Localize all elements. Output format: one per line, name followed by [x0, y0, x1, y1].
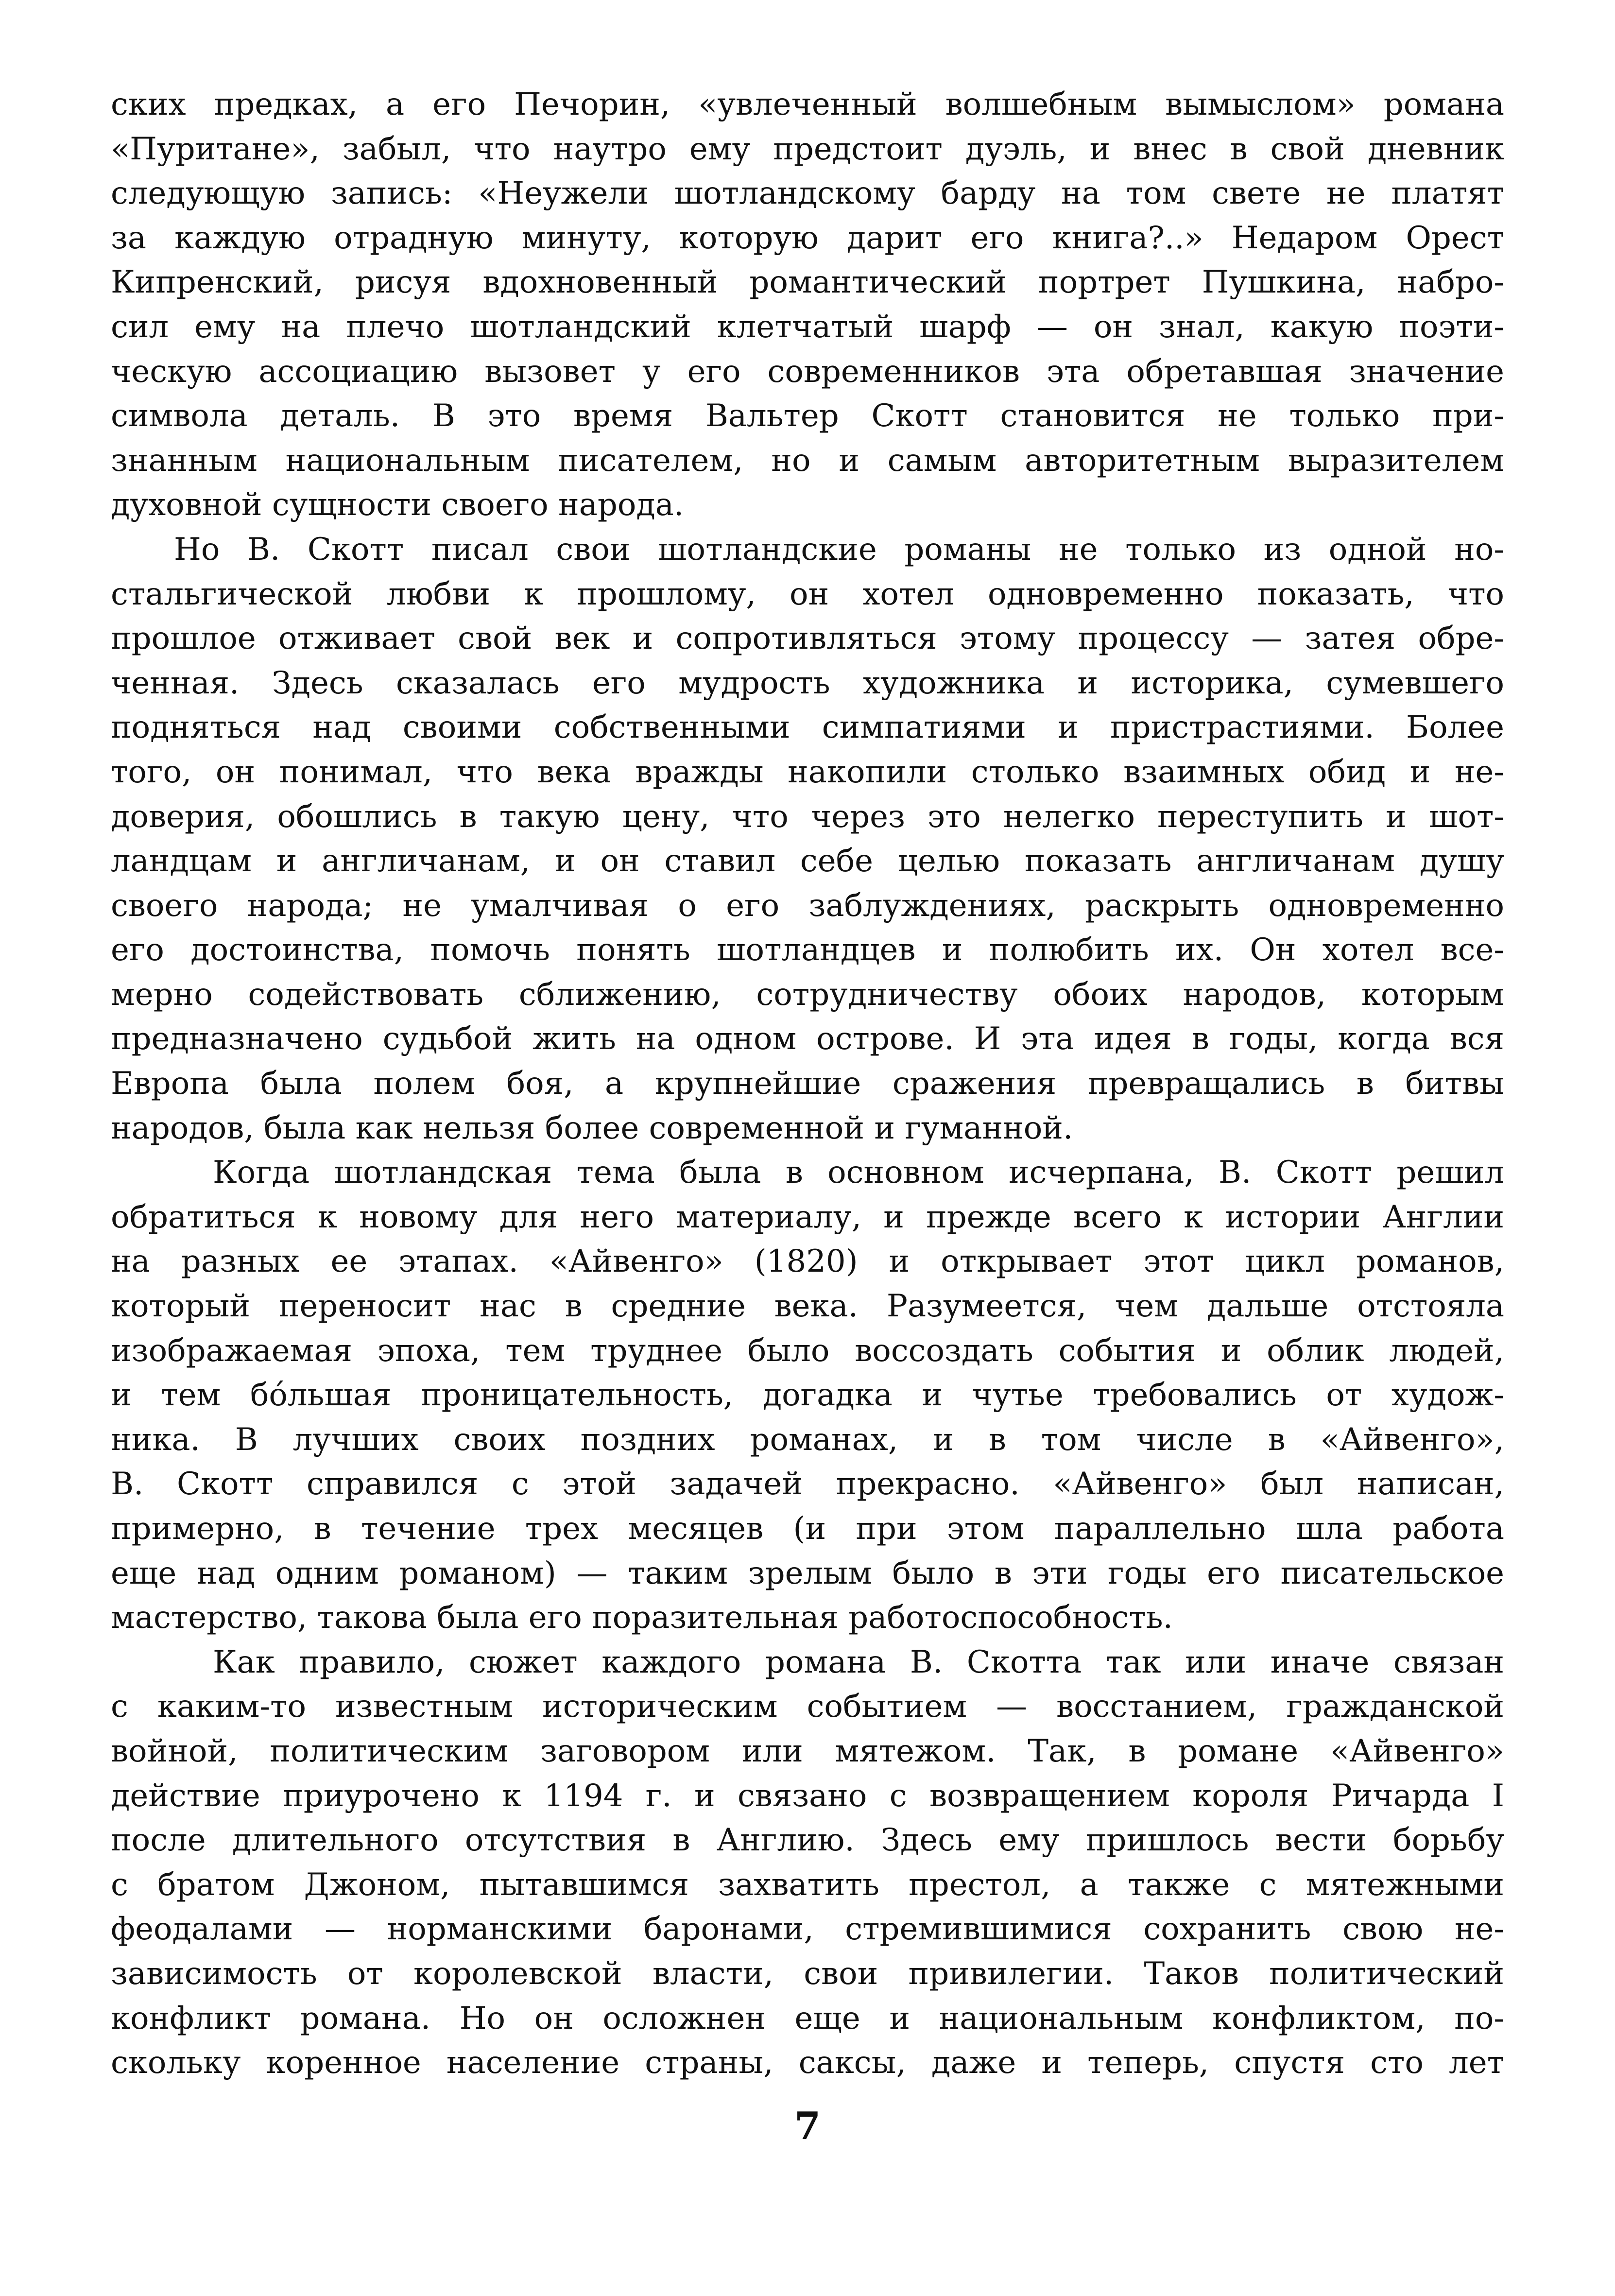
paragraph-2 [111, 528, 1504, 1151]
text-line: В. Скотт справился с этой задачей прекрасно. «Айвенго» был написан, [111, 1466, 1504, 1502]
paragraph-1 [111, 83, 1504, 528]
text-line: следующую запись: «Неужели шотландскому барду на том свете не платят [111, 175, 1504, 212]
text-line: ческую ассоциацию вызовет у его современников эта обретавшая значение [111, 353, 1504, 390]
text-line: своего народа; не умалчивая о его заблуждениях, раскрыть одновременно [111, 887, 1504, 924]
text-line: обратиться к новому для него материалу, и прежде всего к истории Англии [111, 1199, 1504, 1235]
text-line: того, он понимал, что века вражды накопили столько взаимных обид и не- [111, 754, 1504, 790]
text-line: за каждую отрадную минуту, которую дарит его книга?..» Недаром Орест [111, 220, 1504, 256]
text-line: с братом Джоном, пытавшимся захватить престол, а также с мятежными [111, 1866, 1504, 1903]
text-line: стальгической любви к прошлому, он хотел одновременно показать, что [111, 576, 1504, 612]
body-text [111, 83, 1504, 2086]
text-line: сил ему на плечо шотландский клетчатый шарф — он знал, какую поэти- [111, 309, 1504, 345]
text-line: знанным национальным писателем, но и самым авторитетным выразителем [111, 442, 1504, 479]
text-line: на разных ее этапах. «Айвенго» (1820) и открывает этот цикл романов, [111, 1243, 1504, 1280]
text-line: ских предках, а его Печорин, «увлеченный волшебным вымыслом» романа [111, 86, 1504, 122]
text-line: с каким-то известным историческим событием — восстанием, гражданской [111, 1689, 1504, 1725]
text-line: его достоинства, помочь понять шотландцев и полюбить их. Он хотел все- [111, 932, 1504, 968]
text-line: конфликт романа. Но он осложнен еще и национальным конфликтом, по- [111, 2000, 1504, 2037]
text-line: скольку коренное население страны, саксы, даже и теперь, спустя сто лет [111, 2045, 1504, 2081]
text-line: действие приурочено к 1194 г. и связано с возвращением короля Ричарда I [111, 1778, 1504, 1814]
text-line: Когда шотландская тема была в основном исчерпана, В. Скотт решил [213, 1155, 1504, 1191]
text-line: Как правило, сюжет каждого романа В. Скотта так или иначе связан [213, 1644, 1504, 1680]
text-line: духовной сущности своего народа. [111, 487, 684, 523]
text-line: еще над одним романом) — таким зрелым было в эти годы его писательское [111, 1555, 1504, 1591]
text-line: предназначено судьбой жить на одном острове. И эта идея в годы, когда вся [111, 1021, 1504, 1057]
text-line: мерно содействовать сближению, сотрудничеству обоих народов, которым [111, 976, 1504, 1013]
text-line: «Пуритане», забыл, что наутро ему предстоит дуэль, и внес в свой дневник [111, 131, 1504, 167]
text-line: Европа была полем боя, а крупнейшие сражения превращались в битвы [111, 1066, 1504, 1102]
text-line: ченная. Здесь сказалась его мудрость художника и историка, сумевшего [111, 665, 1504, 701]
text-line: примерно, в течение трех месяцев (и при этом параллельно шла работа [111, 1511, 1504, 1547]
page-number: 7 [794, 2104, 821, 2148]
text-line: феодалами — норманскими баронами, стремившимися сохранить свою не- [111, 1911, 1504, 1948]
text-line: ландцам и англичанам, и он ставил себе целью показать англичанам душу [111, 843, 1504, 880]
text-line: который переносит нас в средние века. Разумеется, чем дальше отстояла [111, 1288, 1504, 1325]
text-line: войной, политическим заговором или мятежом. Так, в романе «Айвенго» [111, 1733, 1504, 1769]
text-line: доверия, обошлись в такую цену, что через это нелегко переступить и шот- [111, 798, 1504, 835]
text-line: Но В. Скотт писал свои шотландские романы не только из одной но- [174, 531, 1504, 568]
text-line: после длительного отсутствия в Англию. Здесь ему пришлось вести борьбу [111, 1822, 1504, 1859]
text-line: символа деталь. В это время Вальтер Скотт становится не только при- [111, 398, 1504, 434]
text-line: зависимость от королевской власти, свои привилегии. Таков политический [111, 1955, 1504, 1992]
text-line: прошлое отживает свой век и сопротивляться этому процессу — затея обре- [111, 621, 1504, 657]
text-line: мастерство, такова была его поразительная работоспособность. [111, 1600, 1173, 1636]
text-line: ника. В лучших своих поздних романах, и в том числе в «Айвенго», [111, 1421, 1504, 1458]
text-line: подняться над своими собственными симпатиями и пристрастиями. Более [111, 709, 1504, 746]
text-line: изображаемая эпоха, тем труднее было воссоздать события и облик людей, [111, 1332, 1504, 1369]
text-line: народов, была как нельзя более современной и гуманной. [111, 1110, 1073, 1146]
paragraph-3 [111, 1151, 1504, 1640]
text-line: Кипренский, рисуя вдохновенный романтический портрет Пушкина, набро- [111, 264, 1504, 301]
text-line: и тем бóльшая проницательность, догадка и чутье требовались от худож- [111, 1377, 1504, 1414]
paragraph-4 [111, 1640, 1504, 2086]
